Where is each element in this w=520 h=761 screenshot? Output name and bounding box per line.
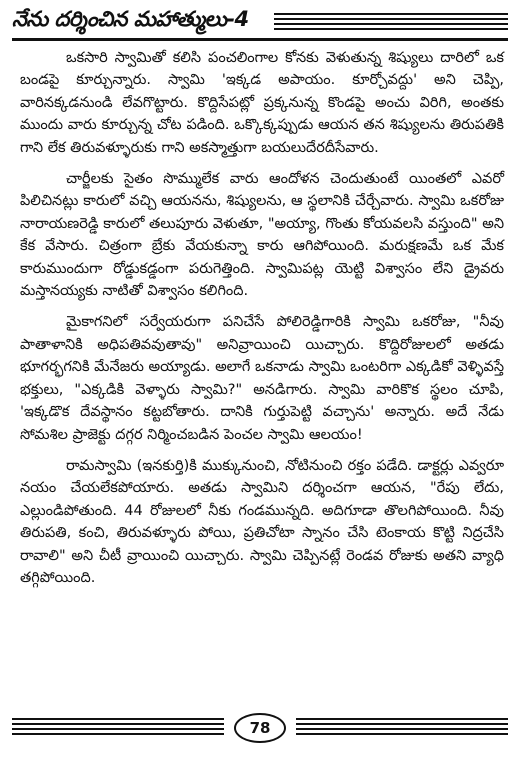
footer-hatch-left bbox=[12, 718, 224, 738]
paragraph: రామస్వామి (ఇనకుర్తి)కి ముక్కునుంచి, నోటినుంచి రక్తం పడేది. డాక్టర్లు ఎవ్వరూ నయం చేయలేకపోయారు. అతడు స్వామిని దర్శించగా ఆయన, "రేపు లేదు, ఎల్లుండిపోతుంది. 44 రోజులలో నీకు గండమున్నది. అదిగూడా తొలగిపోయింది. నీవు తిరుపతి, కంచి, తిరువళ్ళూరు పోయి, ప్రతిచోటా స్నానం చేసి టెంకాయ కొట్టి నిద్రచేసి రావాలి" అని చీటీ వ్రాయించి యిచ్చారు. స్వామి చెప్పినట్లే రెండవ రోజుకు అతని వ్యాధి తగ్గిపోయింది. bbox=[20, 457, 504, 586]
running-title: నేను దర్శించిన మహాత్ములు-4 bbox=[12, 7, 249, 31]
paragraph: మైకాగనిలో సర్వేయరుగా పనిచేసే పోలిరెడ్డిగారికి స్వామి ఒకరోజు, "నీవు పాతాళానికి అధిపతివవుతావు" అనివ్రాయించి యిచ్చారు. కొద్దిరోజులలో అతడు భూగర్భగనికి మేనేజరు అయ్యాడు. అలాగే ఒకనాడు స్వామి ఒంటరిగా ఎక్కడికో వెళ్ళివస్తే భక్తులు, "ఎక్కడికి వెళ్ళారు స్వామి?" అనడిగారు. స్వామి వారికొక స్థలం చూపి, 'ఇక్కడొక దేవస్థానం కట్టబోతారు. దానికి గుర్తుపెట్టి వచ్చాను' అన్నారు. అదే నేడు సోమశిల ప్రాజెక్టు దగ్గర నిర్మించబడిన పెంచల స్వామి ఆలయం! bbox=[20, 314, 504, 443]
page-header bbox=[12, 4, 508, 42]
paragraph: చార్జీలకు సైతం సొమ్ములేక వారు ఆందోళన చెందుతుంటే యింతలో ఎవరో పిలిచినట్లు కారులో వచ్చి ఆయనను, శిష్యులను, ఆ స్థలానికి చేర్చేవారు. స్వామి ఒకరోజు నారాయణరెడ్డి కారులో తలుపూరు వెళుతూ, "అయ్యా, గొంతు కోయవలసి వస్తుంది" అని కేక వేసారు. చిత్రంగా బ్రేకు వేయకున్నా కారు ఆగిపోయింది. మరుక్షణమే ఒక మేక కారుముందుగా రోడ్డుకడ్డంగా పరుగెత్తింది. స్వామిపట్ల యెట్టి విశ్వాసం లేని డ్రైవరు మస్తానయ్యకు నాటితో విశ్వాసం కలిగింది. bbox=[20, 171, 504, 300]
paragraph: ఒకసారి స్వామితో కలిసి పంచలింగాల కోనకు వెళుతున్న శిష్యులు దారిలో ఒక బండపై కూర్చున్నారు. స్వామి 'ఇక్కడ అపాయం. కూర్చోవద్దు' అని చెప్పి, వారినక్కడనుండి లేవగొట్టారు. కొద్దిసేపట్లో ప్రక్కనున్న కొండపై అంచు విరిగి, అంతకు ముందు వారు కూర్చున్న చోట పడింది. ఒక్కొక్కప్పుడు ఆయన తన శిష్యులను తిరుపతికి గాని లేక తిరువళ్ళూరుకు గాని అకస్మాత్తుగా బయలుదేరదీసేవారు. bbox=[20, 50, 504, 156]
body-text bbox=[20, 47, 504, 598]
header-rule bbox=[12, 38, 508, 41]
header-hatch-decoration bbox=[274, 13, 508, 31]
footer-hatch-right bbox=[296, 718, 508, 738]
page-footer bbox=[12, 712, 508, 746]
page-number: 78 bbox=[234, 713, 286, 743]
